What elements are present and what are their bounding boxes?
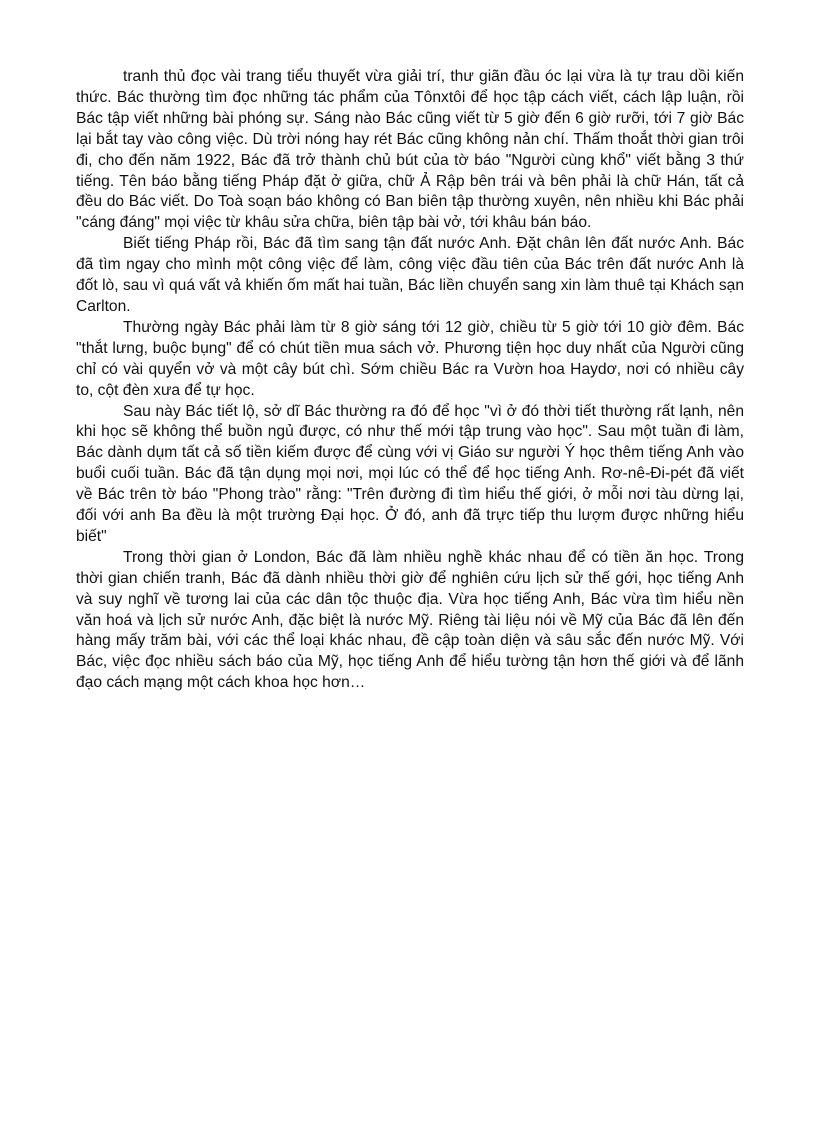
paragraph-2: Biết tiếng Pháp rồi, Bác đã tìm sang tận đất nước Anh. Đặt chân lên đất nước Anh. Bác đã tìm ngay cho mình một công việc để làm, công việc đầu tiên của Bác trên đất nước Anh là đốt lò, sau vì quá vất vả khiến ốm mất hai tuần, Bác liền chuyển sang xin làm thuê tại Khách sạn Carlton.	[76, 235, 744, 315]
paragraph-3: Thường ngày Bác phải làm từ 8 giờ sáng tới 12 giờ, chiều từ 5 giờ tới 10 giờ đêm. Bác "thắt lưng, buộc bụng" để có chút tiền mua sách vở. Phương tiện học duy nhất của Người cũng chỉ có vài quyển vở và một cây bút chì. Sớm chiều Bác ra Vườn hoa Haydơ, nơi có nhiều cây to, cột đèn xưa để tự học.	[76, 318, 744, 399]
document-body	[76, 67, 744, 694]
paragraph-5: Trong thời gian ở London, Bác đã làm nhiều nghề khác nhau để có tiền ăn học. Trong thời gian chiến tranh, Bác đã dành nhiều thời giờ để nghiên cứu lịch sử thế gới, học tiếng Anh và suy nghĩ về tương lai của các dân tộc thuộc địa. Vừa học tiếng Anh, Bác vừa tìm hiểu nền văn hoá và lịch sử nước Anh, đặc biệt là nước Mỹ. Riêng tài liệu nói về Mỹ của Bác đã lên đến hàng mấy trăm bài, với các thể loại khác nhau, đề cập toàn diện và sâu sắc đến nước Mỹ. Với Bác, việc đọc nhiều sách báo của Mỹ, học tiếng Anh để hiểu tường tận hơn thế giới và để lãnh đạo cách mạng một cách khoa học hơn…	[76, 548, 744, 692]
paragraph-1: tranh thủ đọc vài trang tiểu thuyết vừa giải trí, thư giãn đầu óc lại vừa là tự trau dồi kiến thức. Bác thường tìm đọc những tác phẩm của Tônxtôi để học tập cách viết, cách lập luận, rồi Bác tập viết những bài phóng sự. Sáng nào Bác cũng viết từ 5 giờ đến 6 giờ rưỡi, tới 7 giờ Bác lại bắt tay vào công việc. Dù trời nóng hay rét Bác cũng không nản chí. Thấm thoắt thời gian trôi đi, cho đến năm 1922, Bác đã trở thành chủ bút của tờ báo "Người cùng khổ" viết bằng 3 thứ tiếng. Tên báo bằng tiếng Pháp đặt ở giữa, chữ Ả Rập bên trái và bên phải là chữ Hán, tất cả đều do Bác viết. Do Toà soạn báo không có Ban biên tập thường xuyên, nên nhiều khi Bác phải "cáng đáng" mọi việc từ khâu sửa chữa, biên tập bài vở, tới khâu bán báo.	[76, 68, 744, 232]
paragraph-4: Sau này Bác tiết lộ, sở dĩ Bác thường ra đó để học "vì ở đó thời tiết thường rất lạnh, nên khi học sẽ không thể buồn ngủ được, có như thế mới tập trung vào học". Sau một tuần đi làm, Bác dành dụm tất cả số tiền kiếm được để cùng với vị Giáo sư người Ý học thêm tiếng Anh vào buổi cuối tuần. Bác đã tận dụng mọi nơi, mọi lúc có thể để học tiếng Anh. Rơ-nê-Đi-pét đã viết về Bác trên tờ báo "Phong trào" rằng: "Trên đường đi tìm hiểu thế giới, ở mỗi nơi tàu dừng lại, đối với anh Ba đều là một trường Đại học. Ở đó, anh đã trực tiếp thu lượm được những hiểu biết"	[76, 402, 744, 545]
